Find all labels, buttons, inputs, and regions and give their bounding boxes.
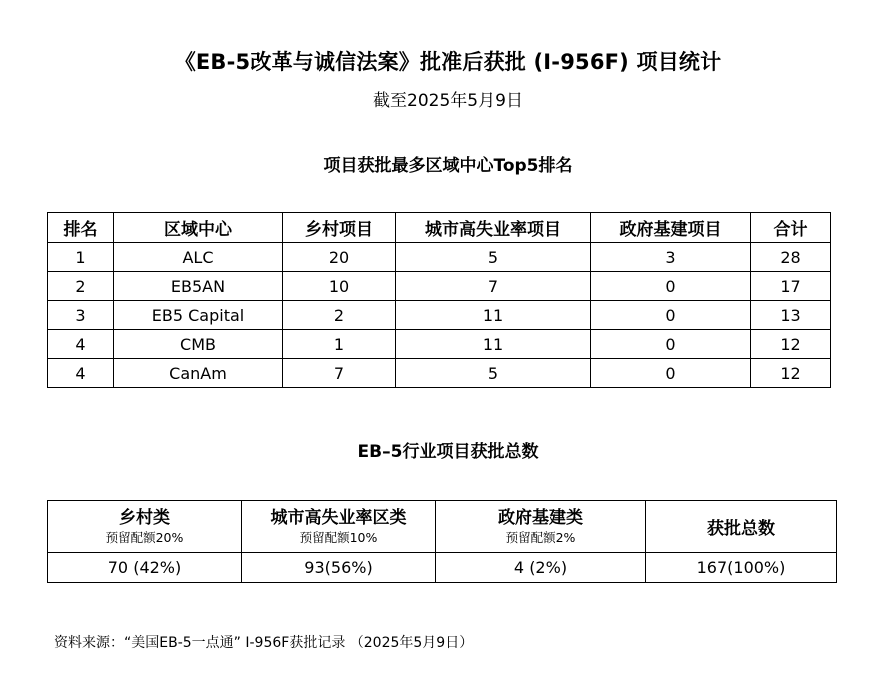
table-row xyxy=(48,272,831,301)
ranking-table xyxy=(47,212,831,388)
cell-urban: 7 xyxy=(396,272,591,301)
header-rank: 排名 xyxy=(48,213,114,243)
header-quota: 预留配额2% xyxy=(505,529,576,545)
industry-table xyxy=(47,500,837,583)
industry-header-row xyxy=(48,501,837,553)
cell-total: 17 xyxy=(751,272,831,301)
header-quota: 预留配额10% xyxy=(299,529,378,545)
cell-urban: 11 xyxy=(396,330,591,359)
header-rural: 乡村项目 xyxy=(283,213,396,243)
header-label: 乡村类 xyxy=(119,507,170,528)
cell-rural: 20 xyxy=(283,243,396,272)
cell-infrastructure: 0 xyxy=(591,330,751,359)
cell-rank: 4 xyxy=(48,330,114,359)
cell-rural-count: 70 (42%) xyxy=(48,553,242,583)
header-total: 合计 xyxy=(751,213,831,243)
page-title: 《EB-5改革与诚信法案》批准后获批 (I-956F) 项目统计 xyxy=(174,50,722,74)
cell-center: EB5AN xyxy=(114,272,283,301)
cell-infrastructure: 0 xyxy=(591,301,751,330)
header-infrastructure: 政府基建项目 xyxy=(591,213,751,243)
table-row xyxy=(48,330,831,359)
cell-total: 12 xyxy=(751,330,831,359)
header-urban-category xyxy=(242,501,436,553)
cell-center: EB5 Capital xyxy=(114,301,283,330)
cell-infrastructure: 3 xyxy=(591,243,751,272)
cell-rural: 10 xyxy=(283,272,396,301)
cell-infrastructure: 0 xyxy=(591,359,751,388)
ranking-title: 项目获批最多区域中心Top5排名 xyxy=(323,156,573,176)
header-infrastructure-category xyxy=(436,501,646,553)
header-label: 政府基建类 xyxy=(498,507,583,528)
table-row xyxy=(48,359,831,388)
ranking-header-row xyxy=(48,213,831,243)
cell-rank: 4 xyxy=(48,359,114,388)
cell-rural: 7 xyxy=(283,359,396,388)
cell-infrastructure-count: 4 (2%) xyxy=(436,553,646,583)
cell-infrastructure: 0 xyxy=(591,272,751,301)
cell-rural: 2 xyxy=(283,301,396,330)
industry-title: EB–5行业项目获批总数 xyxy=(357,442,539,462)
table-row xyxy=(48,243,831,272)
cell-rank: 1 xyxy=(48,243,114,272)
cell-total: 13 xyxy=(751,301,831,330)
header-urban: 城市高失业率项目 xyxy=(396,213,591,243)
source-note: 资料来源：“美国EB-5一点通” I-956F获批记录 （2025年5月9日） xyxy=(54,635,474,651)
cell-total: 12 xyxy=(751,359,831,388)
table-row xyxy=(48,553,837,583)
cell-urban-count: 93(56%) xyxy=(242,553,436,583)
cell-rank: 2 xyxy=(48,272,114,301)
header-total-approved: 获批总数 xyxy=(646,501,837,553)
table-row xyxy=(48,301,831,330)
header-quota: 预留配额20% xyxy=(105,529,184,545)
header-label: 城市高失业率区类 xyxy=(270,507,407,528)
page-subtitle: 截至2025年5月9日 xyxy=(373,91,523,111)
cell-center: ALC xyxy=(114,243,283,272)
cell-center: CMB xyxy=(114,330,283,359)
cell-urban: 11 xyxy=(396,301,591,330)
cell-total-count: 167(100%) xyxy=(646,553,837,583)
cell-rural: 1 xyxy=(283,330,396,359)
cell-total: 28 xyxy=(751,243,831,272)
cell-urban: 5 xyxy=(396,243,591,272)
header-rural-category xyxy=(48,501,242,553)
cell-urban: 5 xyxy=(396,359,591,388)
cell-rank: 3 xyxy=(48,301,114,330)
cell-center: CanAm xyxy=(114,359,283,388)
header-center: 区域中心 xyxy=(114,213,283,243)
